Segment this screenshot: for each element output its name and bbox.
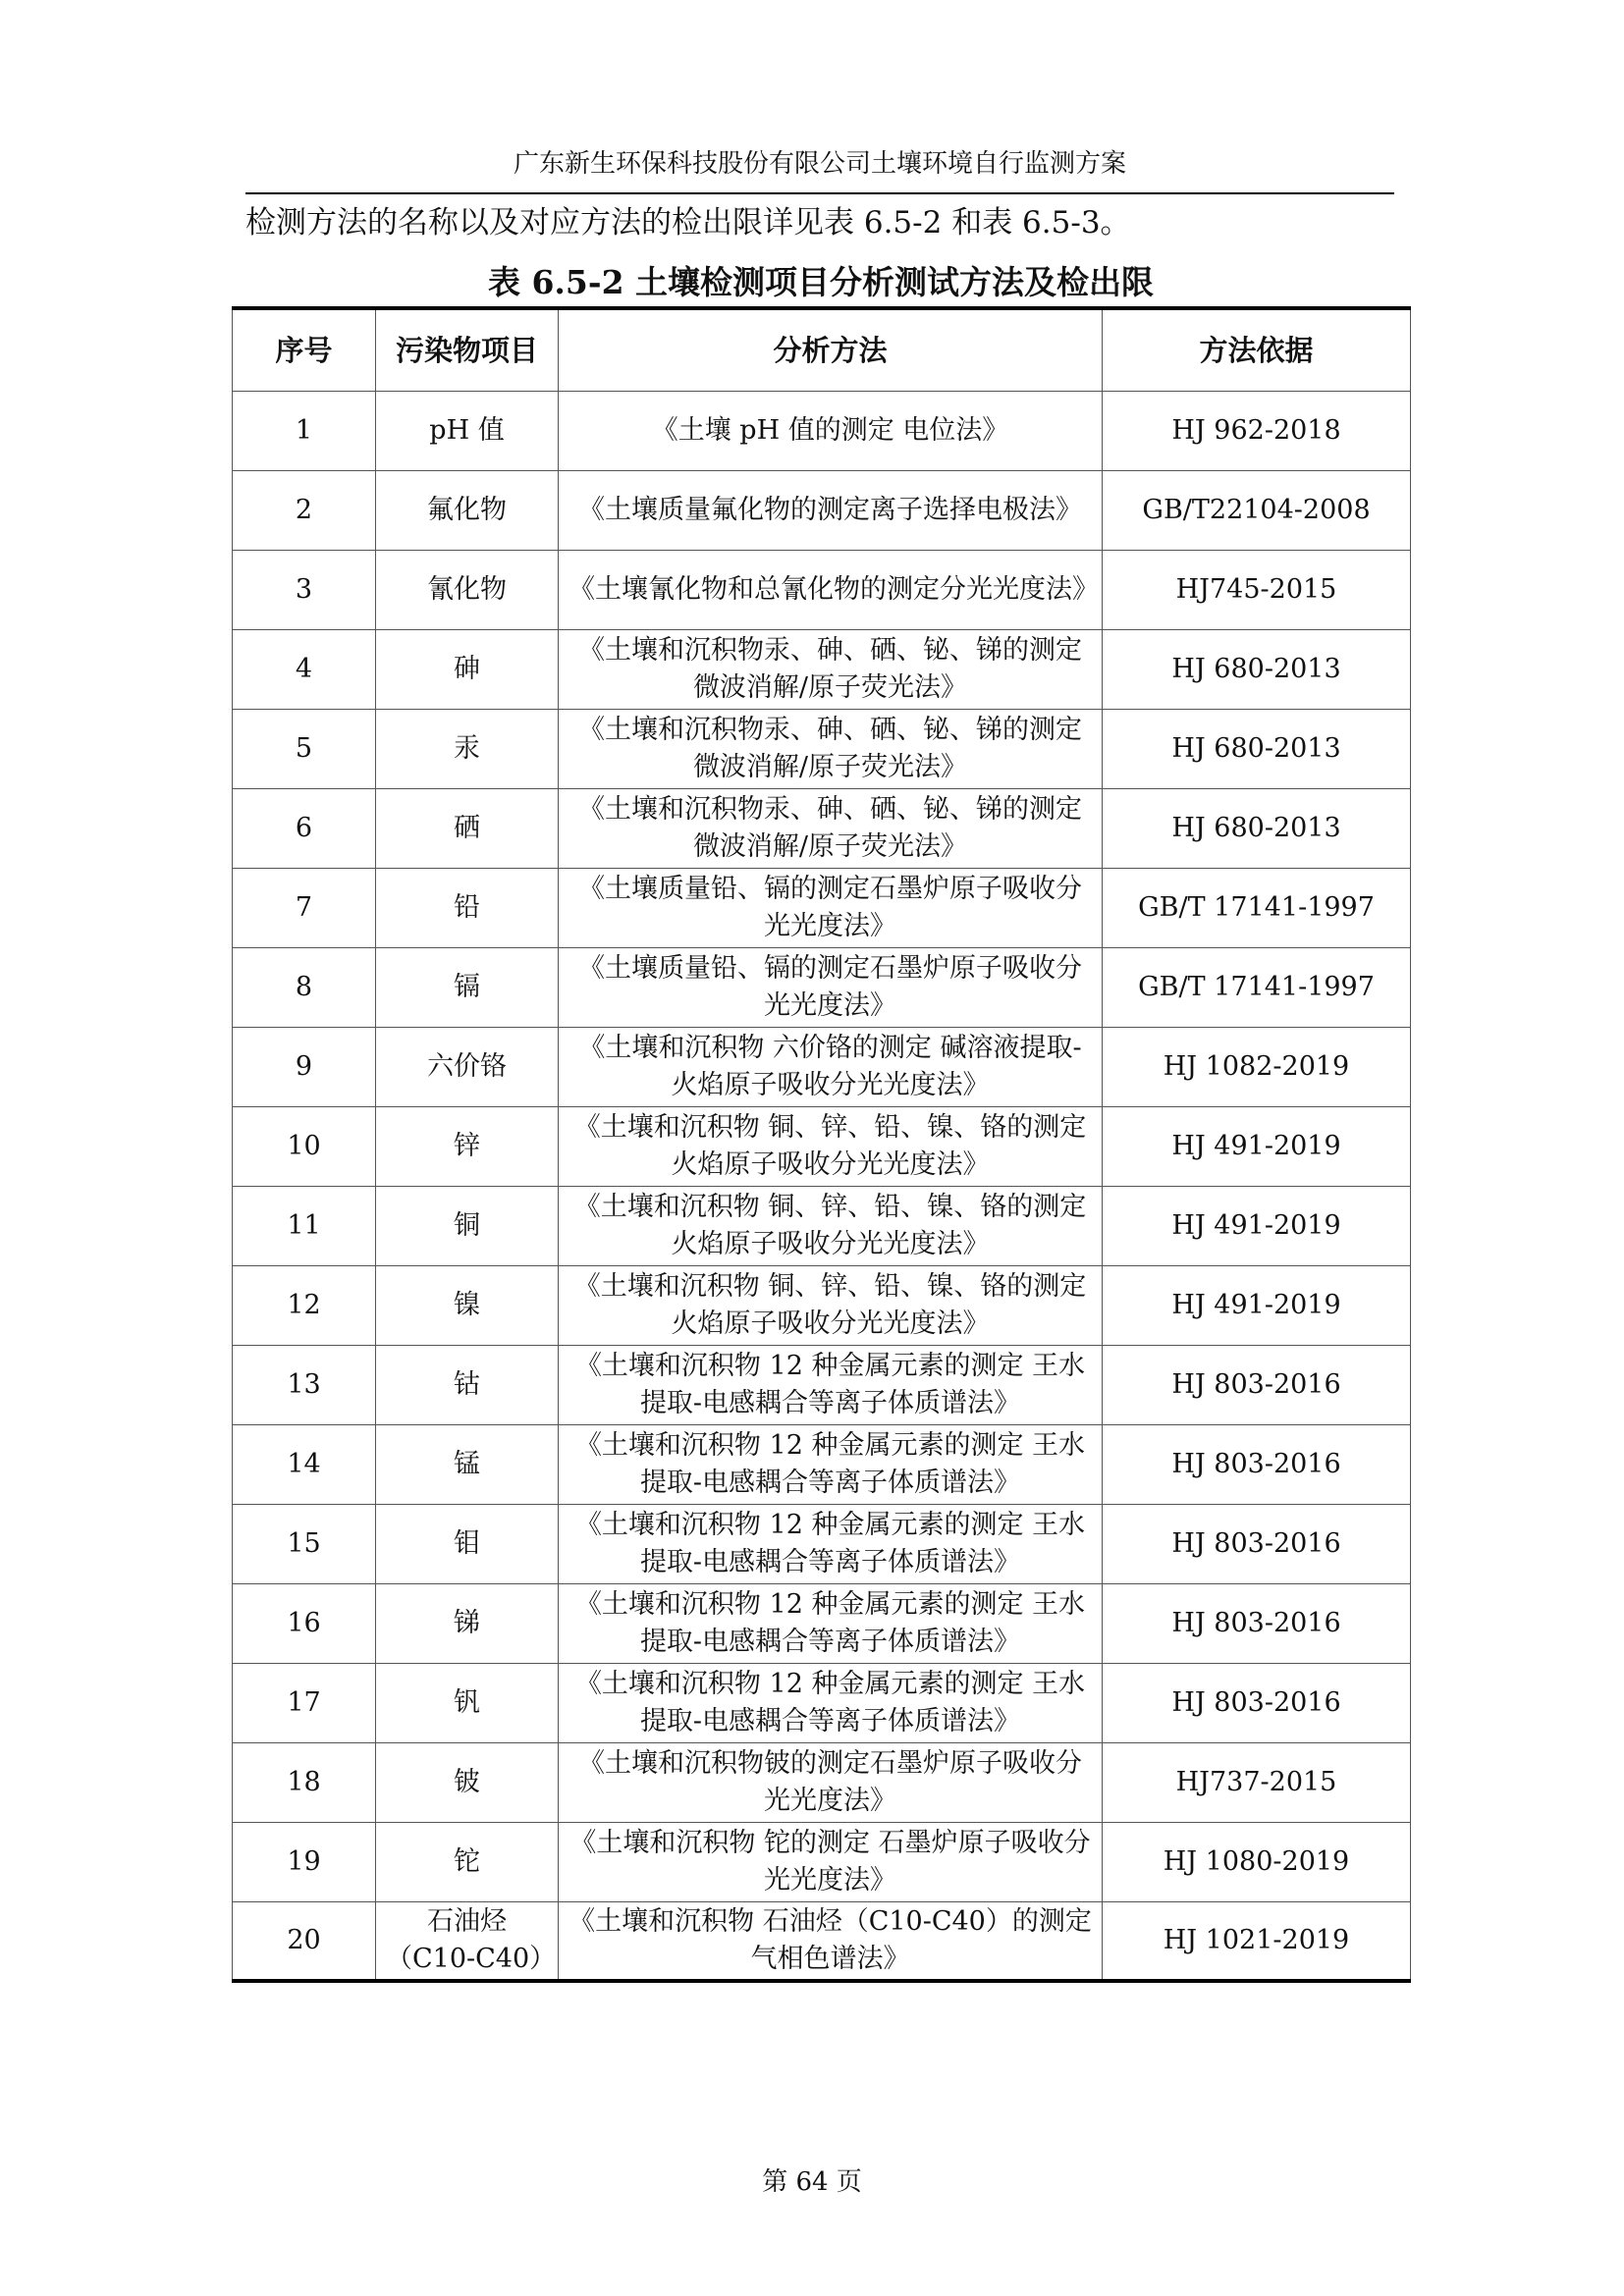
cell-item: 六价铬: [376, 1027, 559, 1106]
table-row: [233, 1822, 1411, 1901]
cell-method: 《土壤和沉积物 12 种金属元素的测定 王水提取-电感耦合等离子体质谱法》: [559, 1424, 1103, 1504]
cell-method: 《土壤和沉积物汞、砷、硒、铋、锑的测定 微波消解/原子荧光法》: [559, 629, 1103, 709]
cell-no: 16: [233, 1583, 376, 1663]
table-row: [233, 470, 1411, 550]
cell-no: 6: [233, 788, 376, 868]
cell-no: 8: [233, 947, 376, 1027]
header-basis: 方法依据: [1103, 308, 1411, 391]
header-item: 污染物项目: [376, 308, 559, 391]
cell-item: 氟化物: [376, 470, 559, 550]
table-header-row: [233, 308, 1411, 391]
table-row: [233, 1265, 1411, 1345]
cell-method: 《土壤和沉积物 12 种金属元素的测定 王水提取-电感耦合等离子体质谱法》: [559, 1583, 1103, 1663]
cell-no: 5: [233, 709, 376, 788]
cell-no: 13: [233, 1345, 376, 1424]
cell-no: 1: [233, 391, 376, 470]
table-row: [233, 1106, 1411, 1186]
cell-method: 《土壤质量铅、镉的测定石墨炉原子吸收分光光度法》: [559, 947, 1103, 1027]
cell-item: 氰化物: [376, 550, 559, 629]
cell-item: 钼: [376, 1504, 559, 1583]
table-row: [233, 709, 1411, 788]
cell-basis: HJ 680-2013: [1103, 709, 1411, 788]
table-row: [233, 1027, 1411, 1106]
table-row: [233, 1901, 1411, 1981]
page-header: 广东新生环保科技股份有限公司土壤环境自行监测方案: [513, 149, 1126, 179]
table-row: [233, 947, 1411, 1027]
cell-item: pH 值: [376, 391, 559, 470]
header-no: 序号: [233, 308, 376, 391]
cell-basis: HJ 962-2018: [1103, 391, 1411, 470]
cell-item: 砷: [376, 629, 559, 709]
cell-basis: HJ 803-2016: [1103, 1583, 1411, 1663]
cell-method: 《土壤和沉积物 铜、锌、铅、镍、铬的测定 火焰原子吸收分光光度法》: [559, 1265, 1103, 1345]
cell-basis: HJ 680-2013: [1103, 788, 1411, 868]
cell-basis: HJ 803-2016: [1103, 1504, 1411, 1583]
table-caption: 表 6.5-2 土壤检测项目分析测试方法及检出限: [487, 263, 1155, 301]
table-row: [233, 629, 1411, 709]
cell-no: 15: [233, 1504, 376, 1583]
cell-method: 《土壤和沉积物 12 种金属元素的测定 王水提取-电感耦合等离子体质谱法》: [559, 1345, 1103, 1424]
cell-item: 汞: [376, 709, 559, 788]
page-number: 第 64 页: [762, 2167, 862, 2197]
cell-item: 铊: [376, 1822, 559, 1901]
table-row: [233, 788, 1411, 868]
cell-basis: GB/T 17141-1997: [1103, 868, 1411, 947]
cell-method: 《土壤 pH 值的测定 电位法》: [559, 391, 1103, 470]
cell-item: 锑: [376, 1583, 559, 1663]
cell-method: 《土壤氰化物和总氰化物的测定分光光度法》: [559, 550, 1103, 629]
table-row: [233, 1742, 1411, 1822]
cell-no: 9: [233, 1027, 376, 1106]
cell-no: 11: [233, 1186, 376, 1265]
cell-item: 石油烃（C10-C40）: [376, 1901, 559, 1981]
cell-no: 10: [233, 1106, 376, 1186]
detection-method-table: [232, 306, 1411, 1983]
cell-method: 《土壤质量铅、镉的测定石墨炉原子吸收分光光度法》: [559, 868, 1103, 947]
cell-basis: HJ 803-2016: [1103, 1663, 1411, 1742]
header-method: 分析方法: [559, 308, 1103, 391]
cell-method: 《土壤和沉积物 石油烃（C10-C40）的测定气相色谱法》: [559, 1901, 1103, 1981]
cell-basis: HJ 803-2016: [1103, 1424, 1411, 1504]
cell-basis: HJ 1082-2019: [1103, 1027, 1411, 1106]
table-row: [233, 868, 1411, 947]
cell-no: 20: [233, 1901, 376, 1981]
cell-no: 3: [233, 550, 376, 629]
cell-basis: HJ745-2015: [1103, 550, 1411, 629]
cell-method: 《土壤和沉积物 铜、锌、铅、镍、铬的测定 火焰原子吸收分光光度法》: [559, 1186, 1103, 1265]
cell-basis: HJ 491-2019: [1103, 1265, 1411, 1345]
cell-no: 12: [233, 1265, 376, 1345]
table-row: [233, 1583, 1411, 1663]
table-row: [233, 550, 1411, 629]
cell-basis: HJ 491-2019: [1103, 1106, 1411, 1186]
cell-item: 锰: [376, 1424, 559, 1504]
cell-basis: HJ 1080-2019: [1103, 1822, 1411, 1901]
cell-method: 《土壤和沉积物 12 种金属元素的测定 王水提取-电感耦合等离子体质谱法》: [559, 1663, 1103, 1742]
table-row: [233, 1504, 1411, 1583]
cell-no: 14: [233, 1424, 376, 1504]
cell-basis: GB/T22104-2008: [1103, 470, 1411, 550]
cell-item: 锌: [376, 1106, 559, 1186]
cell-item: 铅: [376, 868, 559, 947]
cell-no: 18: [233, 1742, 376, 1822]
cell-method: 《土壤和沉积物汞、砷、硒、铋、锑的测定 微波消解/原子荧光法》: [559, 709, 1103, 788]
table-row: [233, 1345, 1411, 1424]
table-row: [233, 391, 1411, 470]
table-row: [233, 1663, 1411, 1742]
cell-basis: HJ 1021-2019: [1103, 1901, 1411, 1981]
cell-item: 镍: [376, 1265, 559, 1345]
cell-method: 《土壤和沉积物 铜、锌、铅、镍、铬的测定 火焰原子吸收分光光度法》: [559, 1106, 1103, 1186]
cell-method: 《土壤质量氟化物的测定离子选择电极法》: [559, 470, 1103, 550]
cell-basis: HJ 680-2013: [1103, 629, 1411, 709]
cell-method: 《土壤和沉积物 铊的测定 石墨炉原子吸收分光光度法》: [559, 1822, 1103, 1901]
cell-item: 铍: [376, 1742, 559, 1822]
cell-item: 硒: [376, 788, 559, 868]
cell-basis: HJ737-2015: [1103, 1742, 1411, 1822]
cell-method: 《土壤和沉积物铍的测定石墨炉原子吸收分光光度法》: [559, 1742, 1103, 1822]
cell-item: 钒: [376, 1663, 559, 1742]
cell-item: 钴: [376, 1345, 559, 1424]
cell-method: 《土壤和沉积物 六价铬的测定 碱溶液提取-火焰原子吸收分光光度法》: [559, 1027, 1103, 1106]
table-row: [233, 1424, 1411, 1504]
cell-no: 4: [233, 629, 376, 709]
cell-basis: HJ 491-2019: [1103, 1186, 1411, 1265]
cell-method: 《土壤和沉积物 12 种金属元素的测定 王水提取-电感耦合等离子体质谱法》: [559, 1504, 1103, 1583]
intro-paragraph: 检测方法的名称以及对应方法的检出限详见表 6.5-2 和表 6.5-3。: [245, 205, 1131, 240]
cell-no: 17: [233, 1663, 376, 1742]
cell-basis: GB/T 17141-1997: [1103, 947, 1411, 1027]
cell-item: 铜: [376, 1186, 559, 1265]
table-row: [233, 1186, 1411, 1265]
cell-method: 《土壤和沉积物汞、砷、硒、铋、锑的测定 微波消解/原子荧光法》: [559, 788, 1103, 868]
cell-item: 镉: [376, 947, 559, 1027]
cell-no: 2: [233, 470, 376, 550]
header-divider: [245, 192, 1394, 194]
cell-basis: HJ 803-2016: [1103, 1345, 1411, 1424]
cell-no: 19: [233, 1822, 376, 1901]
cell-no: 7: [233, 868, 376, 947]
